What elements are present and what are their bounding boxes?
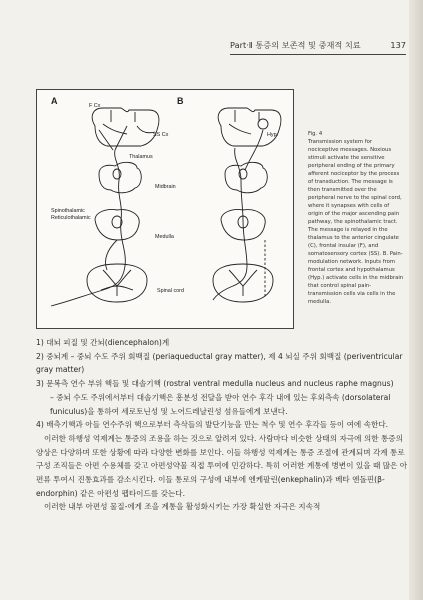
figure-caption [308, 130, 404, 306]
list-item-3: 3) 문복측 연수 부위 핵들 및 대솔기핵 (rostral ventral medulla nucleus and nucleus raphe magnus) [36, 379, 394, 389]
header-rule [230, 54, 406, 55]
brain-b-folds [229, 110, 259, 134]
label-hyp: Hyp. [267, 132, 279, 138]
list-item-1: 1) 대뇌 피질 및 간뇌(diencephalon)계 [36, 338, 170, 347]
label-f-cx: F Cx [89, 103, 101, 109]
label-thalamus: Thalamus [129, 154, 153, 160]
panel-a-drawing [51, 108, 159, 306]
pain-pathway-diagram [37, 90, 293, 328]
running-header [230, 40, 406, 52]
label-spinothalamic: Spinothalamic [51, 208, 85, 214]
midbrain-a-nucleus [113, 169, 121, 179]
body-text [36, 336, 408, 514]
label-reticulothalamic: Reticulothalamic [51, 215, 91, 221]
figure-4 [36, 89, 294, 329]
label-ss-cx: SS Cx [153, 132, 169, 138]
spinal-cord-b-grey [229, 270, 257, 296]
spinal-cord-b [213, 264, 273, 302]
panel-b-label: B [177, 96, 184, 106]
paragraph-1: 이러한 하행성 억제계는 통증의 조용을 하는 것으로 알려져 있다. 사람마다 비슷한 상태의 자극에 의한 통증의 양상은 다양하며 또한 상황에 따라 다양한 변화를 보인다. 이들 하행성 억제계는 통증 조절에 관계되며 각계 통로 구성 조직들은 아편 수용체를 갖고 아편성약물 직접 투여에 민감하다. 특히 어러한 계통에 병변이 있을 때 많은 아편류 투여시 진통효과를 감소시킨다. 이들 통로의 구성에 내부에 엔케팔린(enkephalin)과 베타 엔돌핀(β-endorphin) 같은 아편성 펩타이드를 갖는다. [36, 433, 408, 498]
caption-title: Fig. 4 [308, 131, 323, 137]
descending-pathway-b [213, 148, 247, 300]
list-item-2: 2) 중뇌계 – 중뇌 수도 주위 회백질 (periaqueductal gray matter), 제 4 뇌실 주위 회백질 (periventricular gray matter) [36, 351, 403, 375]
brain-a [92, 108, 159, 146]
label-spinal-cord: Spinal cord [157, 288, 184, 294]
brain-b [218, 108, 281, 146]
running-title: Part·Ⅱ 통증의 보존적 및 중재적 치료 [230, 40, 361, 50]
caption-text: Transmission system for nociceptive messages. Noxious stimuli activate the sensitive peripheral ending of the primary afferent nociceptor by the process of transduction. The message is then transmitted over the peripheral nerve to the spinal cord, where it synapses with cells of origin of the major ascending pain pathway, the spinothalamic tract. The message is relayed in the thalamus to the anterior cingulate (C), frontal insular (F), and somatosensory cortex (SS). B. Pain-modulation network. Inputs from frontal cortex and hypothalamus (Hyp.) activate cells in the midbrain that control spinal pain-transmission cells via cells in the medulla. [308, 139, 404, 305]
label-medulla: Medulla [155, 234, 174, 240]
page-number: 137 [390, 40, 406, 50]
panel-a-label: A [51, 96, 58, 106]
medulla-a [95, 209, 139, 240]
list-item-3-sub: – 중뇌 수도 주위에서부터 대솔기핵은 흥분성 전달을 받아 연수 후각 내에 있는 후외측속 (dorsolateral funiculus)을 통하여 세로토닌성 및 노어드레날린성 섬유들에게 보낸다. [50, 392, 391, 416]
brain-a-folds [103, 110, 155, 134]
paragraph-2: 이러한 내부 아편성 물질-에게 조을 계통을 활성화시키는 가장 확실한 자극은 지속적 [44, 502, 321, 512]
list-item-4: 4) 배측기핵과 아들 연수주위 핵으로부터 측삭들의 발단기능을 만는 척수 및 연수 후각들 등이 여에 속한다. [36, 420, 389, 430]
label-midbrain: Midbrain [155, 184, 176, 190]
hypothalamus-b [258, 119, 268, 129]
page-edge-shadow [409, 0, 423, 600]
reticulothalamic-tract-a [105, 240, 117, 270]
